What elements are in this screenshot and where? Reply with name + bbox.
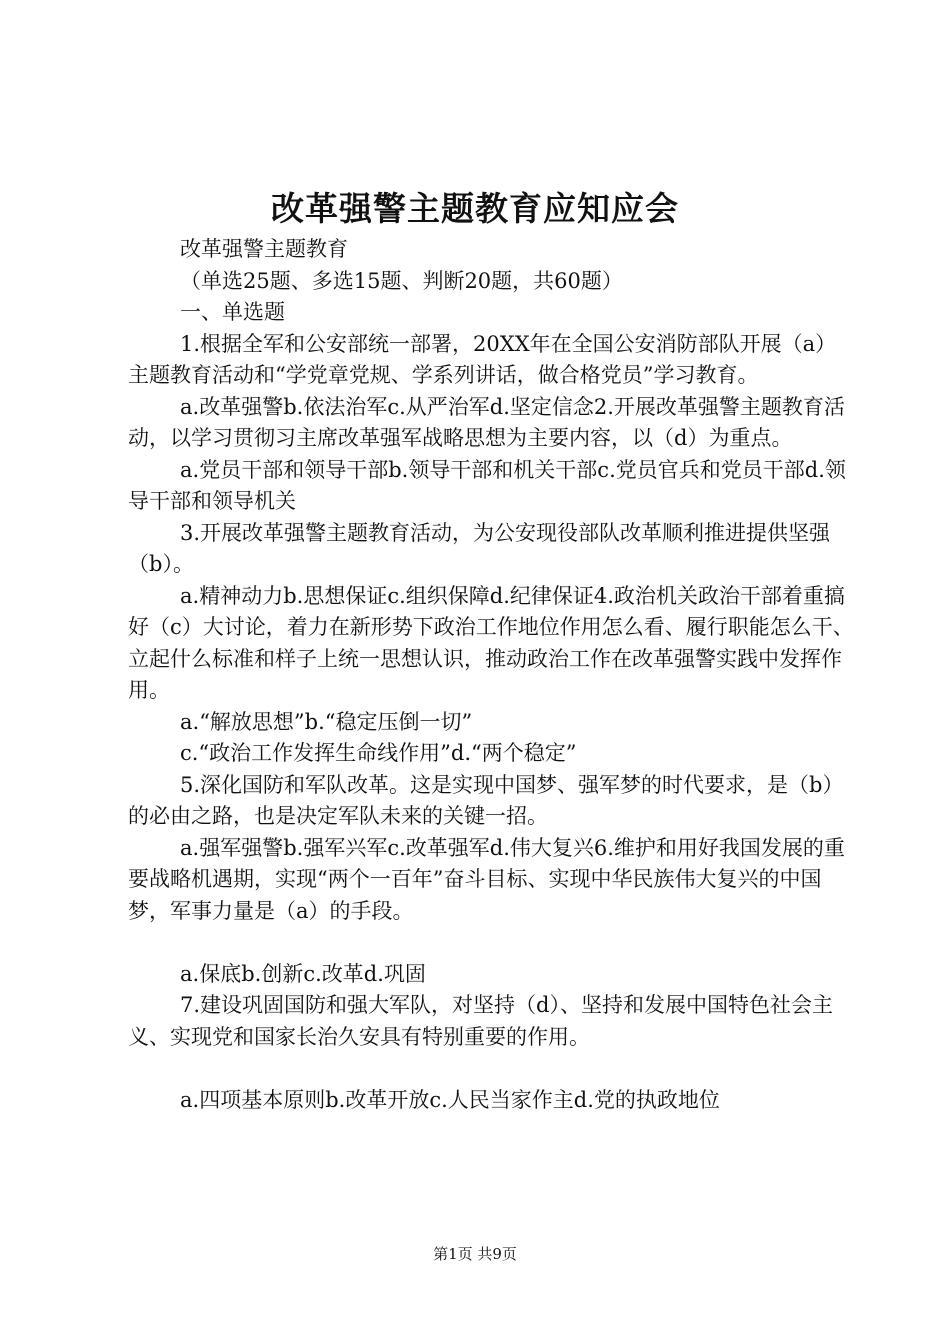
options-7: a.四项基本原则b.改革开放c.人民当家作主d.党的执政地位 [180, 1087, 720, 1112]
question-3: 3.开展改革强警主题教育活动，为公安现役部队改革顺利推进提供坚强（b）。 [128, 520, 831, 576]
options-4-cd: c.“政治工作发挥生命线作用”d.“两个稳定” [180, 741, 577, 765]
section-heading: 改革强警主题教育 [180, 237, 348, 261]
document-body [128, 234, 856, 1116]
question-summary: （单选25题、多选15题、判断20题，共60题） [180, 268, 623, 293]
options-1-question-2: a.改革强警b.依法治军c.从严治军d.坚定信念2.开展改革强警主题教育活动，以学习贯彻习主席改革强军战略思想为主要内容，以（d）为重点。 [128, 394, 845, 450]
document-title: 改革强警主题教育应知应会 [271, 189, 679, 228]
blank-line [128, 1053, 856, 1085]
question-1: 1.根据全军和公安部统一部署，20XX年在全国公安消防部队开展（a）主题教育活动和“学党章党规、学系列讲话，做合格党员”学习教育。 [128, 331, 837, 387]
blank-line [128, 927, 856, 959]
options-5-question-6: a.强军强警b.强军兴军c.改革强军d.伟大复兴6.维护和用好我国发展的重要战略机遇期，实现“两个一百年”奋斗目标、实现中华民族伟大复兴的中国梦，军事力量是（a）的手段。 [128, 835, 845, 923]
options-4-ab: a.“解放思想”b.“稳定压倒一切” [180, 709, 473, 734]
options-2: a.党员干部和领导干部b.领导干部和机关干部c.党员官兵和党员干部d.领导干部和领导机关 [128, 457, 846, 513]
page-footer: 第1页 共9页 [433, 1245, 517, 1263]
question-7: 7.建设巩固国防和强大军队，对坚持（d）、坚持和发展中国特色社会主义、实现党和国家长治久安具有特别重要的作用。 [128, 993, 833, 1049]
question-5: 5.深化国防和军队改革。这是实现中国梦、强军梦的时代要求，是（b）的必由之路，也是决定军队未来的关键一招。 [128, 772, 844, 828]
options-3-question-4: a.精神动力b.思想保证c.组织保障d.纪律保证4.政治机关政治干部着重搞好（c）大讨论，着力在新形势下政治工作地位作用怎么看、履行职能怎么干、立起什么标准和样子上统一思想认识，推动政治工作在改革强警实践中发挥作用。 [128, 583, 854, 702]
options-6: a.保底b.创新c.改革d.巩固 [180, 961, 426, 986]
section-subheading: 一、单选题 [180, 300, 285, 324]
